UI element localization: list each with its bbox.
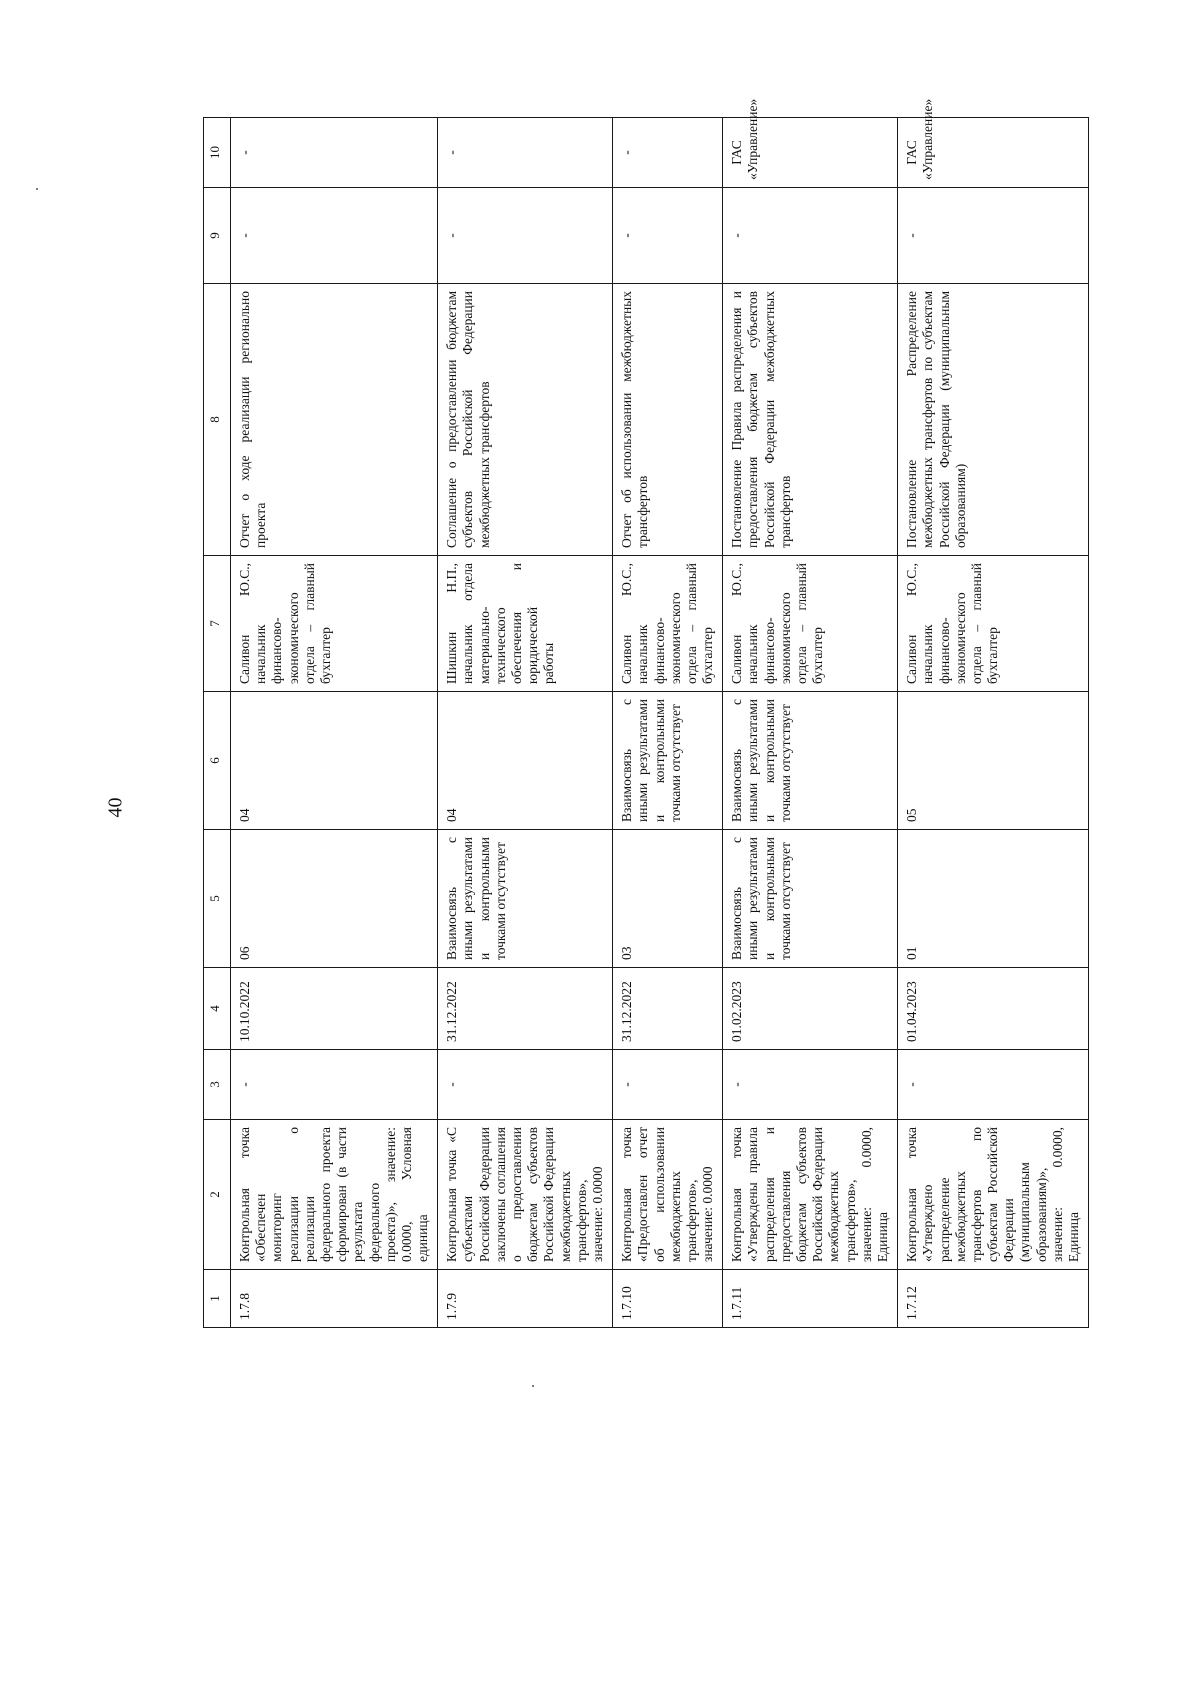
row-number-cell: 1.7.11 bbox=[723, 1270, 898, 1328]
row-number-cell: 1.7.8 bbox=[231, 1270, 438, 1328]
date-cell: 10.10.2022 bbox=[231, 968, 438, 1050]
column-header: 6 bbox=[204, 692, 231, 830]
document-cell: Постановление Правила распределения и предоставления бюджетам субъектов Российской Федерации межбюджетных трансфертов bbox=[723, 284, 898, 556]
responsible-cell: Саливон Ю.С., начальник финансово-экономического отдела – главный бухгалтер bbox=[231, 556, 438, 692]
table-cell: 04 bbox=[438, 692, 613, 830]
page-number: 40 bbox=[104, 797, 127, 818]
control-point-cell: Контрольная точка «Предоставлен отчет об использовании межбюджетных трансфертов», значение: 0.0000 bbox=[613, 1120, 723, 1270]
responsible-cell: Саливон Ю.С., начальник финансово-экономического отдела – главный бухгалтер bbox=[613, 556, 723, 692]
date-cell: 31.12.2022 bbox=[438, 968, 613, 1050]
control-point-cell: Контрольная точка «Утверждено распределение межбюджетных трансфертов по субъектам Российской Федерации (муниципальным образованиям)», значение: 0.0000, Единица bbox=[898, 1120, 1089, 1270]
table-cell: 04 bbox=[231, 692, 438, 830]
column-header: 9 bbox=[204, 188, 231, 284]
scan-speck bbox=[36, 188, 38, 190]
document-cell: Отчет о ходе реализации регионально проекта bbox=[231, 284, 438, 556]
row-number-cell: 1.7.9 bbox=[438, 1270, 613, 1328]
system-cell: ГАС «Управление» bbox=[898, 118, 1089, 188]
control-point-cell: Контрольная точка «Обеспечен мониторинг реализации о реализации федерального проекта сформирован (в части результата федерального проекта)», значение: 0.0000, Условная единица bbox=[231, 1120, 438, 1270]
table-cell: - bbox=[613, 1050, 723, 1120]
date-cell: 31.12.2022 bbox=[613, 968, 723, 1050]
system-cell: - bbox=[231, 118, 438, 188]
table-cell: Взаимосвязь с иными результатами и контрольными точками отсутствует bbox=[438, 830, 613, 968]
table-cell: Взаимосвязь с иными результатами и контрольными точками отсутствует bbox=[613, 692, 723, 830]
table-row bbox=[231, 118, 438, 1328]
responsible-cell: Шишкин Н.П., начальник отдела материально-технического обеспечения и юридической работы bbox=[438, 556, 613, 692]
column-header: 8 bbox=[204, 284, 231, 556]
table-cell: Взаимосвязь с иными результатами и контрольными точками отсутствует bbox=[723, 692, 898, 830]
table-row bbox=[723, 118, 898, 1328]
date-cell: 01.02.2023 bbox=[723, 968, 898, 1050]
system-cell: - bbox=[613, 118, 723, 188]
table-cell: 03 bbox=[613, 830, 723, 968]
date-cell: 01.04.2023 bbox=[898, 968, 1089, 1050]
table-row bbox=[438, 118, 613, 1328]
table-row bbox=[613, 118, 723, 1328]
system-cell: - bbox=[438, 118, 613, 188]
system-cell: ГАС «Управление» bbox=[723, 118, 898, 188]
column-header: 2 bbox=[204, 1120, 231, 1270]
column-header: 10 bbox=[204, 118, 231, 188]
column-header: 3 bbox=[204, 1050, 231, 1120]
responsible-cell: Саливон Ю.С., начальник финансово-экономического отдела – главный бухгалтер bbox=[898, 556, 1089, 692]
table-cell: - bbox=[723, 1050, 898, 1120]
table-cell: - bbox=[438, 188, 613, 284]
table-cell: - bbox=[231, 1050, 438, 1120]
table-cell: 05 bbox=[898, 692, 1089, 830]
table-cell: - bbox=[231, 188, 438, 284]
column-header: 4 bbox=[204, 968, 231, 1050]
document-cell: Отчет об использовании межбюджетных трансфертов bbox=[613, 284, 723, 556]
table-row bbox=[898, 118, 1089, 1328]
document-cell: Соглашение о предоставлении бюджетам субъектов Российской Федерации межбюджетных трансфертов bbox=[438, 284, 613, 556]
table-cell: - bbox=[438, 1050, 613, 1120]
control-point-cell: Контрольная точка «Утверждены правила распределения и предоставления бюджетам субъектов Российской Федерации межбюджетных трансфертов», значение: 0.0000, Единица bbox=[723, 1120, 898, 1270]
row-number-cell: 1.7.12 bbox=[898, 1270, 1089, 1328]
table-cell: - bbox=[613, 188, 723, 284]
column-number-row bbox=[204, 118, 231, 1328]
table-cell: 01 bbox=[898, 830, 1089, 968]
table-cell: - bbox=[898, 1050, 1089, 1120]
table-cell: - bbox=[723, 188, 898, 284]
table-cell: 06 bbox=[231, 830, 438, 968]
table-cell: Взаимосвязь с иными результатами и контрольными точками отсутствует bbox=[723, 830, 898, 968]
document-cell: Постановление Распределение межбюджетных трансфертов по субъектам Российской Федерации (муниципальным образованиям) bbox=[898, 284, 1089, 556]
rotated-table-container bbox=[203, 98, 1081, 1328]
control-point-cell: Контрольная точка «С субъектами Российской Федерации заключены соглашения о предоставлении бюджетам субъектов Российской Федерации межбюджетных трансфертов», значение: 0.0000 bbox=[438, 1120, 613, 1270]
column-header: 7 bbox=[204, 556, 231, 692]
responsible-cell: Саливон Ю.С., начальник финансово-экономического отдела – главный бухгалтер bbox=[723, 556, 898, 692]
column-header: 5 bbox=[204, 830, 231, 968]
column-header: 1 bbox=[204, 1270, 231, 1328]
table-cell: - bbox=[898, 188, 1089, 284]
control-points-table bbox=[203, 98, 1089, 1328]
scan-speck bbox=[532, 1385, 534, 1387]
row-number-cell: 1.7.10 bbox=[613, 1270, 723, 1328]
